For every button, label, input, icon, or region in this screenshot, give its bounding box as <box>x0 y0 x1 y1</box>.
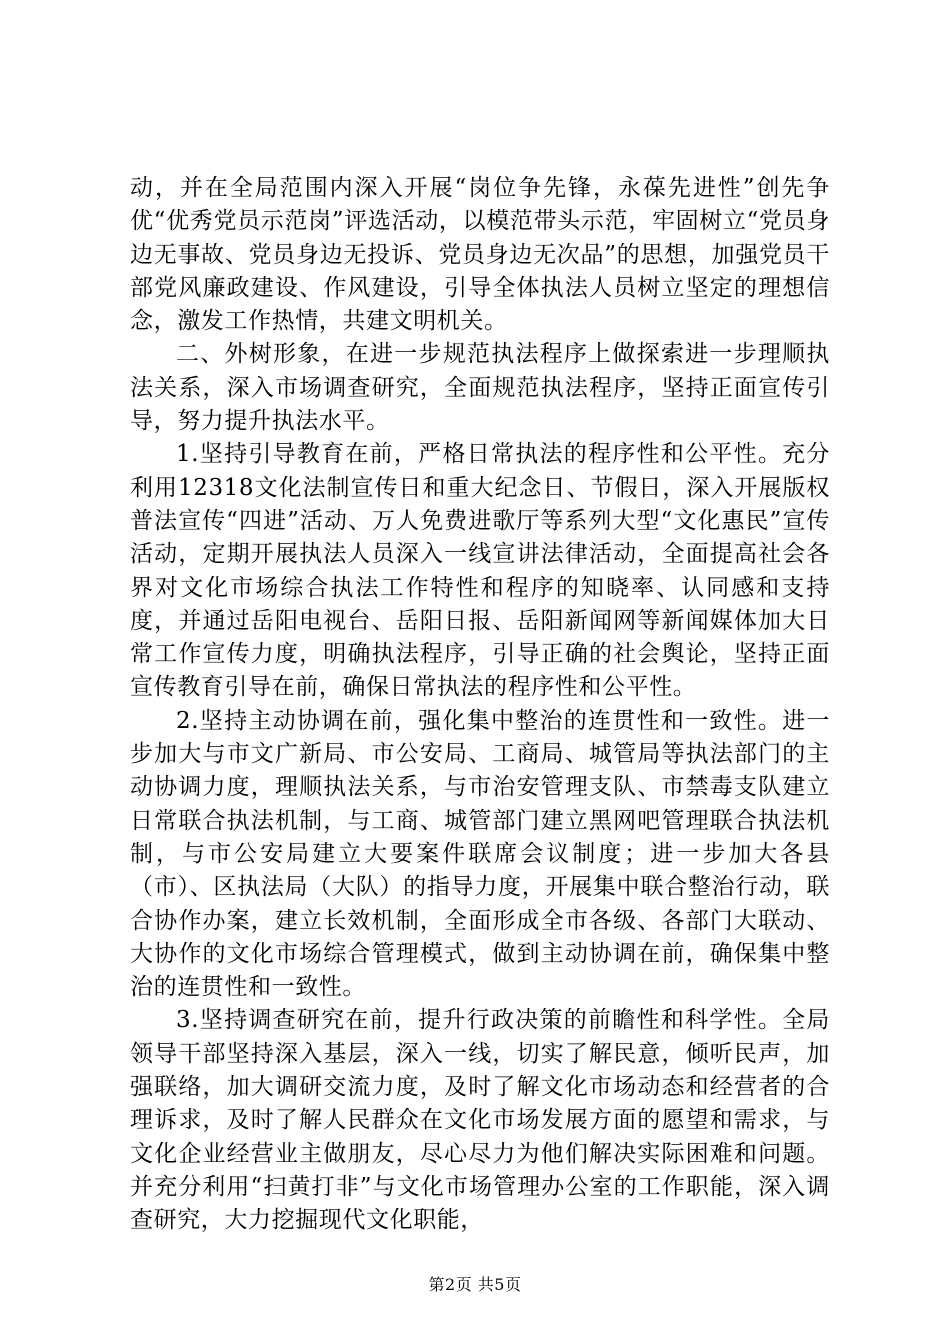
document-body <box>130 172 830 1238</box>
paragraph-continuation: 动，并在全局范围内深入开展“岗位争先锋，永葆先进性”创先争优“优秀党员示范岗”评选活动，以模范带头示范，牢固树立“党员身边无事故、党员身边无投诉、党员身边无次品”的思想，加强党员干部党风廉政建设、作风建设，引导全体执法人员树立坚定的理想信念，激发工作热情，共建文明机关。 <box>130 175 830 335</box>
paragraph-item-3: 3.坚持调查研究在前，提升行政决策的前瞻性和科学性。全局领导干部坚持深入基层，深入一线，切实了解民意，倾听民声，加强联络，加大调研交流力度，及时了解文化市场动态和经营者的合理诉求，及时了解人民群众在文化市场发展方面的愿望和需求，与文化企业经营业主做朋友，尽心尽力为他们解决实际困难和问题。并充分利用“扫黄打非”与文化市场管理办公室的工作职能，深入调查研究，大力挖掘现代文化职能， <box>130 1007 830 1234</box>
page-footer: 第2页 共5页 <box>428 1275 522 1294</box>
paragraph-item-1: 1.坚持引导教育在前，严格日常执法的程序性和公平性。充分利用12318文化法制宣传日和重大纪念日、节假日，深入开展版权普法宣传“四进”活动、万人免费进歌厅等系列大型“文化惠民”宣传活动，定期开展执法人员深入一线宣讲法律活动，全面提高社会各界对文化市场综合执法工作特性和程序的知晓率、认同感和支持度，并通过岳阳电视台、岳阳日报、岳阳新闻网等新闻媒体加大日常工作宣传力度，明确执法程序，引导正确的社会舆论，坚持正面宣传教育引导在前，确保日常执法的程序性和公平性。 <box>130 441 830 701</box>
paragraph-item-2: 2.坚持主动协调在前，强化集中整治的连贯性和一致性。进一步加大与市文广新局、市公安局、工商局、城管局等执法部门的主动协调力度，理顺执法关系，与市治安管理支队、市禁毒支队建立日常联合执法机制，与工商、城管部门建立黑网吧管理联合执法机制，与市公安局建立大要案件联席会议制度；进一步加大各县（市）、区执法局（大队）的指导力度，开展集中联合整治行动，联合协作办案，建立长效机制，全面形成全市各级、各部门大联动、大协作的文化市场综合管理模式，做到主动协调在前，确保集中整治的连贯性和一致性。 <box>130 707 830 1001</box>
paragraph-section-two: 二、外树形象，在进一步规范执法程序上做探索进一步理顺执法关系，深入市场调查研究，全面规范执法程序，坚持正面宣传引导，努力提升执法水平。 <box>130 341 830 435</box>
